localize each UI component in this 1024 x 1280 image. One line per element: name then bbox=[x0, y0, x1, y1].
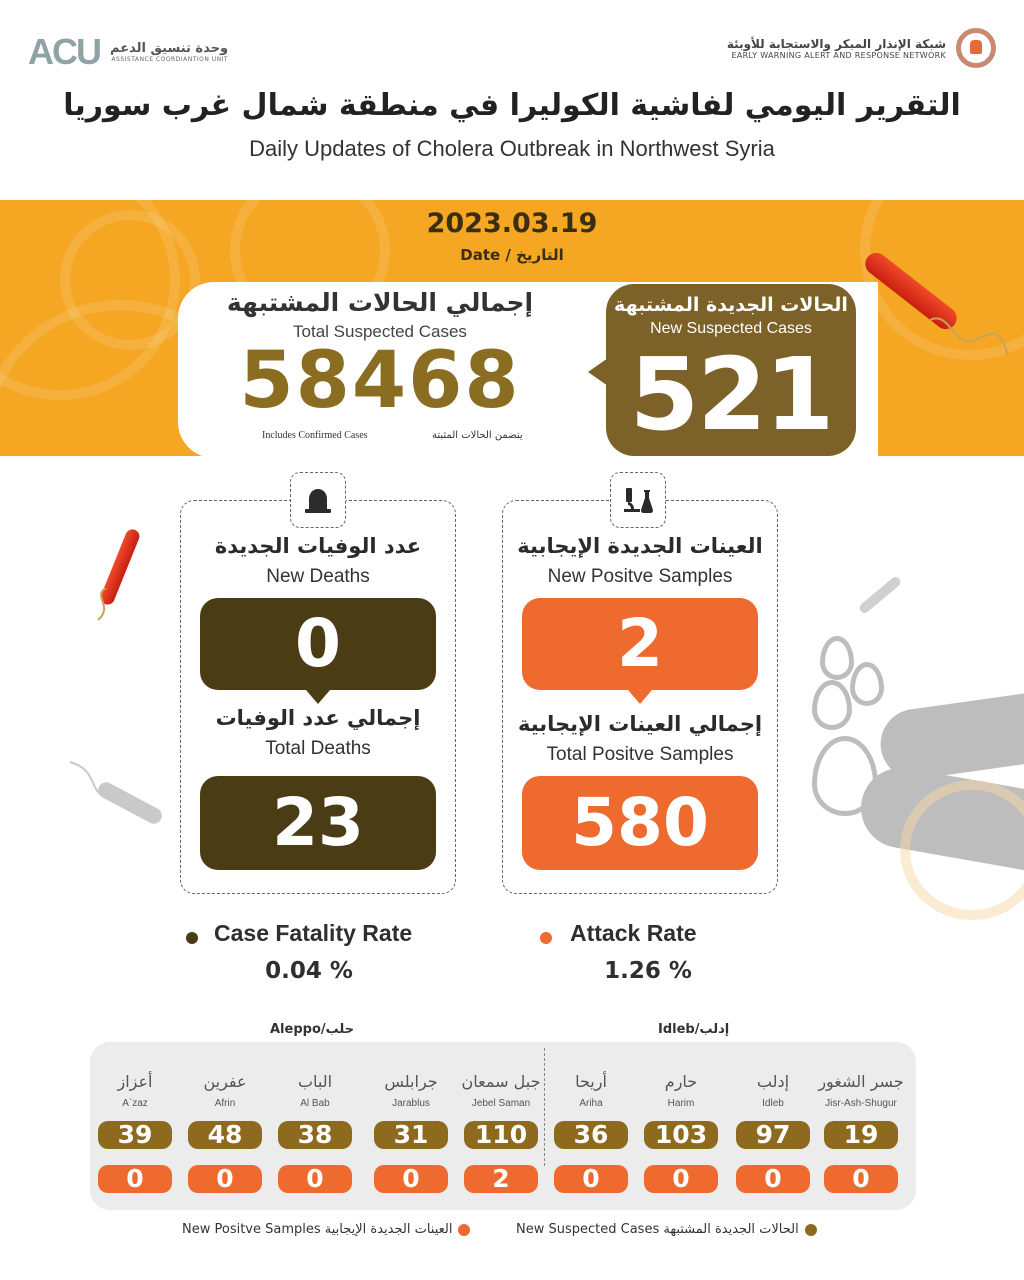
cfr-label: Case Fatality Rate bbox=[214, 920, 413, 946]
district-positive-samples: 0 bbox=[644, 1165, 718, 1193]
report-date-label: Date / التاريخ bbox=[460, 246, 564, 264]
district-name-ar: جبل سمعان bbox=[461, 1072, 541, 1091]
legend-positive bbox=[182, 1222, 470, 1237]
bacterium-tail-icon bbox=[930, 310, 1010, 360]
report-title-ar: التقرير اليومي لفاشية الكوليرا في منطقة شمال غرب سوريا bbox=[63, 88, 961, 123]
district-positive-samples: 2 bbox=[464, 1165, 538, 1193]
district-positive-samples: 0 bbox=[736, 1165, 810, 1193]
district-suspected-cases: 97 bbox=[736, 1121, 810, 1149]
microscope-flask-icon bbox=[620, 482, 656, 518]
total-suspected-label-ar: إجمالي الحالات المشتبهة bbox=[226, 288, 534, 317]
district-column bbox=[818, 1052, 904, 1193]
district-positive-samples: 0 bbox=[824, 1165, 898, 1193]
attack-rate-label: Attack Rate bbox=[570, 920, 697, 946]
siren-logo-icon bbox=[956, 28, 996, 68]
water-drop-icon bbox=[812, 680, 852, 730]
district-suspected-cases: 39 bbox=[98, 1121, 172, 1149]
district-suspected-cases: 19 bbox=[824, 1121, 898, 1149]
legend-suspected-label: New Suspected Cases الحالات الجديدة المشتبهة bbox=[516, 1222, 799, 1237]
district-name-ar: الباب bbox=[297, 1072, 333, 1091]
district-name-ar: أريحا bbox=[575, 1072, 607, 1091]
district-positive-samples: 0 bbox=[98, 1165, 172, 1193]
district-name-ar: إدلب bbox=[756, 1072, 790, 1091]
new-deaths-label-ar: عدد الوفيات الجديدة bbox=[214, 534, 422, 558]
district-column bbox=[182, 1052, 268, 1193]
district-name-en: Afrin bbox=[214, 1098, 236, 1109]
cfr-value: 0.04 % bbox=[265, 958, 353, 984]
acu-name-en: ASSISTANCE COORDIANTION UNIT bbox=[111, 56, 229, 63]
district-name-en: Jebel Saman bbox=[471, 1098, 531, 1109]
district-name-en: Idleb bbox=[762, 1098, 784, 1109]
district-column bbox=[548, 1052, 634, 1193]
ewarn-name-en: EARLY WARNING ALERT AND RESPONSE NETWORK bbox=[731, 50, 946, 60]
total-suspected-label-en: Total Suspected Cases bbox=[293, 322, 467, 341]
total-deaths-label-ar: إجمالي عدد الوفيات bbox=[215, 706, 421, 730]
new-positive-label-en: New Positve Samples bbox=[547, 566, 733, 587]
district-positive-samples: 0 bbox=[188, 1165, 262, 1193]
district-name-ar: أعزاز bbox=[117, 1072, 153, 1091]
cfr-dot bbox=[186, 932, 198, 944]
bacterium-grey-icon bbox=[858, 575, 903, 615]
total-positive-label-ar: إجمالي العينات الإيجابية bbox=[517, 712, 763, 736]
district-positive-samples: 0 bbox=[374, 1165, 448, 1193]
new-suspected-label-ar: الحالات الجديدة المشتبهة bbox=[614, 294, 848, 316]
district-name-ar: جسر الشغور bbox=[818, 1072, 904, 1091]
siren-icon bbox=[301, 483, 335, 517]
district-suspected-cases: 48 bbox=[188, 1121, 262, 1149]
callout-pointer bbox=[628, 690, 652, 704]
district-name-en: Harim bbox=[667, 1098, 695, 1109]
district-positive-samples: 0 bbox=[278, 1165, 352, 1193]
bacterium-tail-icon bbox=[92, 588, 116, 622]
total-deaths-label-en: Total Deaths bbox=[265, 738, 371, 759]
acu-logo bbox=[28, 30, 238, 74]
callout-pointer bbox=[588, 358, 608, 386]
district-name-en: Ariha bbox=[579, 1098, 603, 1109]
district-positive-samples: 0 bbox=[554, 1165, 628, 1193]
district-name-en: Al Bab bbox=[300, 1098, 330, 1109]
district-column bbox=[92, 1052, 178, 1193]
district-column bbox=[368, 1052, 454, 1193]
includes-confirmed-note-ar: يتضمن الحالات المثبتة bbox=[432, 430, 523, 441]
legend-positive-dot bbox=[458, 1224, 470, 1236]
district-suspected-cases: 103 bbox=[644, 1121, 718, 1149]
total-suspected-value: 58468 bbox=[239, 336, 521, 426]
district-name-en: Jisr-Ash-Shugur bbox=[825, 1098, 897, 1109]
water-drop-icon bbox=[850, 662, 884, 706]
district-suspected-cases: 31 bbox=[374, 1121, 448, 1149]
new-suspected-label-en: New Suspected Cases bbox=[650, 320, 812, 337]
district-column bbox=[638, 1052, 724, 1193]
new-deaths-value: 0 bbox=[200, 598, 436, 690]
report-title-en: Daily Updates of Cholera Outbreak in Northwest Syria bbox=[249, 136, 775, 161]
total-positive-value: 580 bbox=[522, 776, 758, 870]
district-column bbox=[272, 1052, 358, 1193]
district-name-ar: جرابلس bbox=[384, 1072, 438, 1091]
ewarn-name-ar: شبكة الإنذار المبكر والاستجابة للأوبئة bbox=[726, 36, 946, 51]
new-positive-value: 2 bbox=[522, 598, 758, 690]
attack-rate-value: 1.26 % bbox=[604, 958, 692, 984]
report-date: 2023.03.19 bbox=[426, 208, 598, 239]
aleppo-region-heading: Aleppo/حلب bbox=[270, 1022, 355, 1037]
acu-name-ar: وحدة تنسيق الدعم bbox=[110, 41, 229, 56]
ewarn-logo bbox=[727, 28, 996, 68]
new-positive-label-ar: العينات الجديدة الإيجابية bbox=[517, 534, 763, 558]
hand-shadow bbox=[900, 780, 1024, 920]
attack-rate-dot bbox=[540, 932, 552, 944]
district-column bbox=[730, 1052, 816, 1193]
legend-suspected bbox=[516, 1222, 817, 1237]
idleb-region-heading: Idleb/إدلب bbox=[658, 1022, 730, 1037]
district-suspected-cases: 38 bbox=[278, 1121, 352, 1149]
legend-positive-label: New Positve Samples العينات الجديدة الإيجابية bbox=[182, 1222, 453, 1237]
acu-logo-mark: ACU bbox=[28, 31, 100, 72]
district-column bbox=[458, 1052, 544, 1193]
legend-suspected-dot bbox=[805, 1224, 817, 1236]
total-positive-label-en: Total Positve Samples bbox=[546, 744, 734, 765]
district-name-en: Jarablus bbox=[392, 1098, 430, 1109]
lab-icon-box bbox=[610, 472, 666, 528]
total-deaths-value: 23 bbox=[200, 776, 436, 870]
district-name-ar: حارم bbox=[664, 1072, 698, 1091]
siren-icon-box bbox=[290, 472, 346, 528]
region-divider bbox=[544, 1048, 545, 1166]
district-suspected-cases: 36 bbox=[554, 1121, 628, 1149]
bacterium-tail-icon bbox=[68, 760, 108, 800]
water-drop-icon bbox=[820, 636, 854, 680]
district-name-en: A`zaz bbox=[122, 1098, 148, 1109]
includes-confirmed-note-en: Includes Confirmed Cases bbox=[262, 430, 368, 441]
district-suspected-cases: 110 bbox=[464, 1121, 538, 1149]
callout-pointer bbox=[306, 690, 330, 704]
new-suspected-value: 521 bbox=[629, 336, 833, 453]
new-deaths-label-en: New Deaths bbox=[266, 566, 370, 587]
district-name-ar: عفرين bbox=[203, 1072, 247, 1091]
